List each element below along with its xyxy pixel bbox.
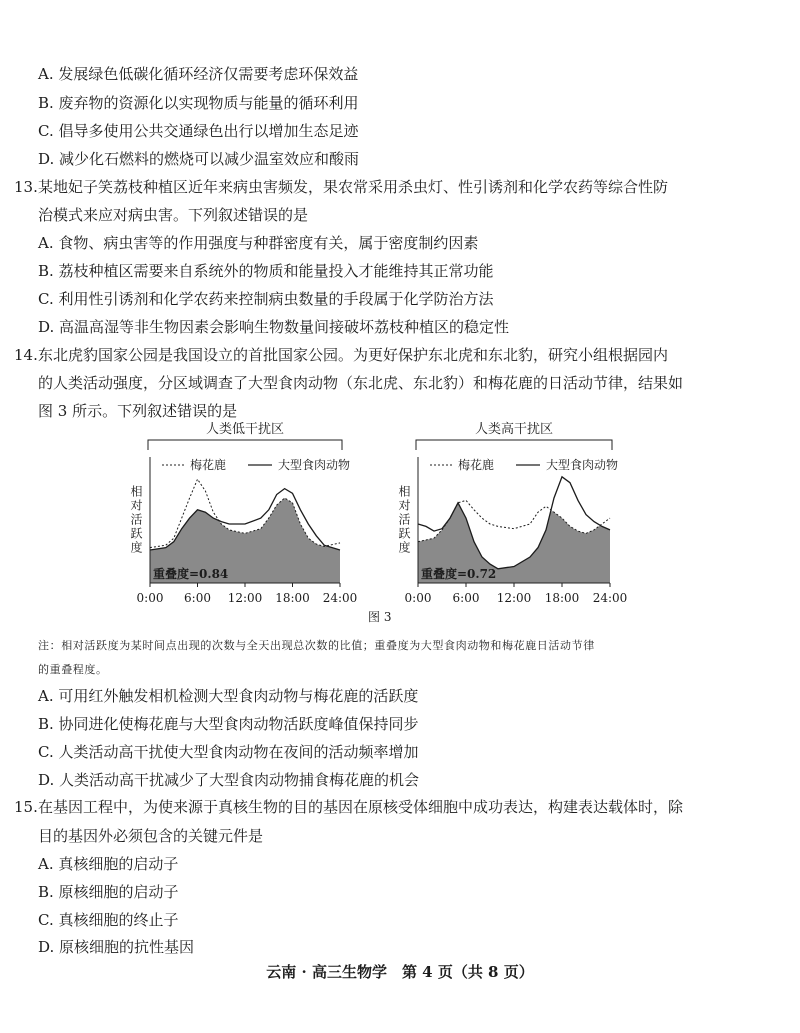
q13-stem-line1: 某地妃子笑荔枝种植区近年来病虫害频发，果农常采用杀虫灯、性引诱剂和化学农药等综合性防 <box>38 178 669 196</box>
q13-option-b: B. 荔枝种植区需要来自系统外的物质和能量投入才能维持其正常功能 <box>38 262 494 280</box>
q14-option-c: C. 人类活动高干扰使大型食肉动物在夜间的活动频率增加 <box>38 743 419 761</box>
q15-stem-line2: 目的基因外必须包含的关键元件是 <box>38 827 264 845</box>
title-bracket <box>416 440 612 450</box>
page-footer: 云南 · 高三生物学 第 4 页（共 8 页） <box>266 963 534 981</box>
q13-option-c: C. 利用性引诱剂和化学农药来控制病虫数量的手段属于化学防治方法 <box>38 290 494 308</box>
q14-stem-line1: 东北虎豹国家公园是我国设立的首批国家公园。为更好保护东北虎和东北豹，研究小组根据园内 <box>38 346 669 364</box>
q15-stem-line1: 在基因工程中，为使来源于真核生物的目的基因在原核受体细胞中成功表达，构建表达载体时，除 <box>38 798 684 816</box>
q14-number: 14. <box>14 346 38 364</box>
overlap-label: 重叠度=0.84 <box>153 567 229 581</box>
x-tick-label: 24:00 <box>592 591 628 605</box>
x-tick-label: 0:00 <box>404 591 432 605</box>
chart-title: 人类高干扰区 <box>474 422 554 437</box>
q12-option-a: A. 发展绿色低碳化循环经济仅需要考虑环保效益 <box>38 65 359 83</box>
legend-label-deer: 梅花鹿 <box>190 458 227 472</box>
q14-stem-line3: 图 3 所示。下列叙述错误的是 <box>38 402 238 420</box>
chart-high-disturbance <box>397 421 627 605</box>
q13-number: 13. <box>14 178 38 196</box>
q12-option-d: D. 减少化石燃料的燃烧可以减少温室效应和酸雨 <box>38 150 360 168</box>
q14-stem-line2: 的人类活动强度，分区域调查了大型食肉动物（东北虎、东北豹）和梅花鹿的日活动节律，结果如 <box>38 374 684 392</box>
q15-option-d: D. 原核细胞的抗性基因 <box>38 938 195 956</box>
figure-3 <box>0 415 800 625</box>
x-tick-label: 24:00 <box>322 591 358 605</box>
q15-option-c: C. 真核细胞的终止子 <box>38 911 179 929</box>
x-tick-label: 12:00 <box>496 591 532 605</box>
q15-number: 15. <box>14 798 38 816</box>
q13-option-d: D. 高温高湿等非生物因素会影响生物数量间接破坏荔枝种植区的稳定性 <box>38 318 510 336</box>
q14-option-d: D. 人类活动高干扰减少了大型食肉动物捕食梅花鹿的机会 <box>38 771 420 789</box>
q12-option-c: C. 倡导多使用公共交通绿色出行以增加生态足迹 <box>38 122 359 140</box>
x-tick-label: 6:00 <box>184 591 211 605</box>
x-tick-label: 18:00 <box>275 591 310 605</box>
x-tick-label: 18:00 <box>544 591 580 605</box>
q13-stem-line2: 治模式来应对病虫害。下列叙述错误的是 <box>38 206 309 224</box>
q14-option-b: B. 协同进化使梅花鹿与大型食肉动物活跃度峰值保持同步 <box>38 715 419 733</box>
chart-title: 人类低干扰区 <box>205 422 285 437</box>
legend-label-deer: 梅花鹿 <box>458 458 495 472</box>
figure-note-line1: 注：相对活跃度为某时间点出现的次数与全天出现总次数的比值；重叠度为大型食肉动物和梅花鹿日活动节律 <box>38 639 595 652</box>
legend-label-carnivore: 大型食肉动物 <box>546 458 619 472</box>
y-axis-label: 相对活跃度 <box>129 485 143 555</box>
title-bracket <box>148 440 342 450</box>
figure-caption: 图 3 <box>368 610 392 624</box>
figure-note-line2: 的重叠程度。 <box>38 663 108 676</box>
x-tick-label: 0:00 <box>136 591 164 605</box>
q15-option-b: B. 原核细胞的启动子 <box>38 883 179 901</box>
y-axis-label: 相对活跃度 <box>397 485 411 555</box>
overlap-label: 重叠度=0.72 <box>421 567 497 581</box>
q12-option-b: B. 废弃物的资源化以实现物质与能量的循环利用 <box>38 94 359 112</box>
legend-label-carnivore: 大型食肉动物 <box>278 458 351 472</box>
x-tick-label: 6:00 <box>452 591 480 605</box>
q14-option-a: A. 可用红外触发相机检测大型食肉动物与梅花鹿的活跃度 <box>38 687 419 705</box>
q15-option-a: A. 真核细胞的启动子 <box>38 855 179 873</box>
chart-low-disturbance <box>129 421 357 605</box>
x-tick-label: 12:00 <box>227 591 263 605</box>
q13-option-a: A. 食物、病虫害等的作用强度与种群密度有关，属于密度制约因素 <box>38 234 479 252</box>
